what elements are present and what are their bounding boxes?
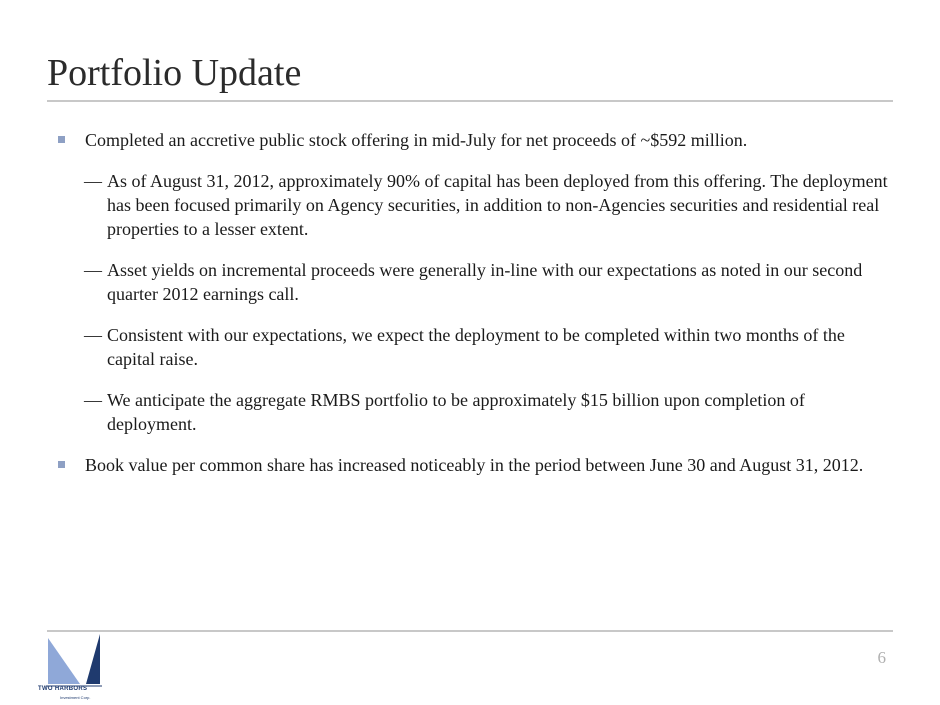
sub-bullet-text: Consistent with our expectations, we expect the deployment to be completed within two months of the capital raise. [107,325,845,369]
title-divider [47,100,893,102]
logo-tagline: Investment Corp. [60,695,91,700]
sub-bullet-item [58,258,893,306]
square-bullet-icon [58,461,65,468]
dash-bullet-icon: — [84,171,102,191]
sub-bullet-text: Asset yields on incremental proceeds were generally in-line with our expectations as noted in our second quarter 2012 earnings call. [107,260,863,304]
sub-bullet-text: As of August 31, 2012, approximately 90% of capital has been deployed from this offering. The deployment has been focused primarily on Agency securities, in addition to non-Agencies securities and residential real properties to a lesser extent. [107,171,888,239]
square-bullet-icon [58,136,65,143]
slide-title: Portfolio Update [47,52,302,94]
slide-body [58,128,893,494]
bullet-text: Completed an accretive public stock offering in mid-July for net proceeds of ~$592 million. [85,130,748,150]
page-number: 6 [877,648,886,667]
dash-bullet-icon: — [84,260,102,280]
sail-logo-icon [36,632,108,688]
bullet-text: Book value per common share has increased noticeably in the period between June 30 and August 31, 2012. [85,455,864,475]
sub-bullet-text: We anticipate the aggregate RMBS portfolio to be approximately $15 billion upon completion of deployment. [107,390,805,434]
dash-bullet-icon: — [84,390,102,410]
bullet-item [58,453,893,477]
sub-bullet-item [58,169,893,241]
logo-name: TWO HARBORS [38,686,88,692]
footer-divider [47,630,893,632]
dash-bullet-icon: — [84,325,102,345]
bullet-item [58,128,893,152]
sub-bullet-item [58,323,893,371]
two-harbors-logo [36,632,108,704]
sub-bullet-item [58,388,893,436]
